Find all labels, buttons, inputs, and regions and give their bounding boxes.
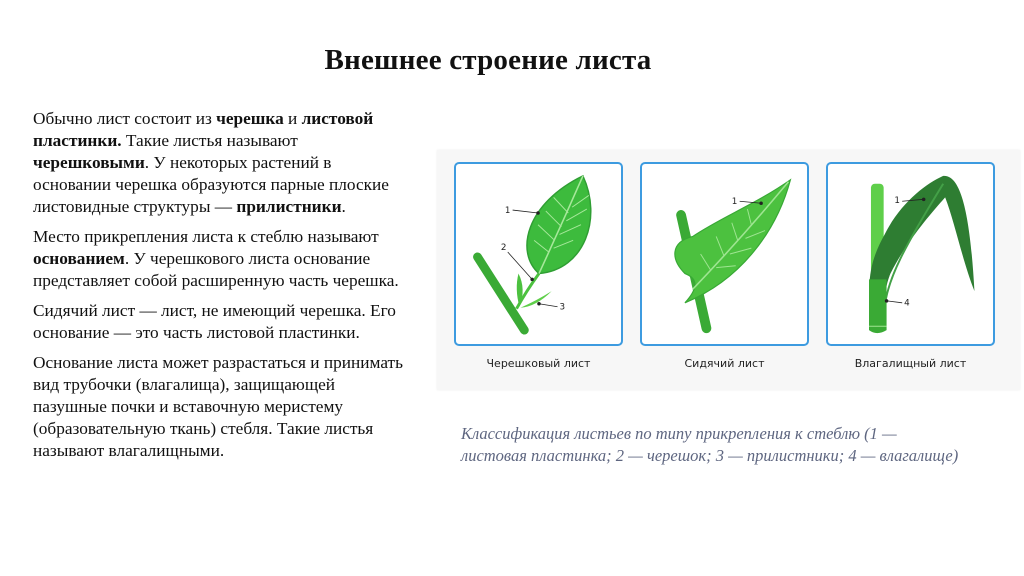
marker-1: 1 — [731, 197, 738, 208]
petiolate-leaf-illustration — [456, 164, 621, 344]
leaf-types-figure — [437, 150, 1020, 390]
panel-sheathing-leaf — [826, 162, 995, 346]
marker-4: 4 — [904, 298, 910, 309]
body-text — [33, 108, 405, 470]
term-base: основанием — [33, 249, 125, 268]
term-petiole: черешка — [216, 109, 284, 128]
sheathing-leaf-illustration — [828, 164, 993, 344]
label-petiolate: Черешковый лист — [486, 357, 591, 370]
marker-2: 2 — [500, 243, 507, 254]
label-sheathing: Влагалищный лист — [854, 357, 967, 370]
term-stipules: прилистники — [236, 197, 342, 216]
term-petiolate: черешковыми — [33, 153, 145, 172]
paragraph-sheathing: Основание листа может разрастаться и принимать вид трубочки (влагалища), защищающей пазушные почки и вставочную меристему (образовательную ткань) стебля. Такие листья называют влагалищными. — [33, 353, 403, 460]
paragraph-sessile: Сидячий лист — лист, не имеющий черешка. Его основание — это часть листовой пластинки. — [33, 301, 396, 342]
paragraph-petiolate: Обычно лист состоит из черешка и листовой пластинки. Такие листья называют черешковыми. У некоторых растений в основании черешка образуются парные плоские листовидные структуры — прилистники. — [33, 109, 389, 216]
label-sessile: Сидячий лист — [684, 357, 765, 370]
paragraph-base: Место прикрепления листа к стеблю называют основанием. У черешкового листа основание представляет собой расширенную часть черешка. — [33, 227, 399, 290]
term-leaf-blade: листовой пластинки. — [33, 109, 374, 150]
figure-caption: Классификация листьев по типу прикрепления к стеблю (1 — листовая пластинка; 2 — черешок; 3 — прилистники; 4 — влагалище) — [461, 424, 959, 465]
marker-1: 1 — [894, 196, 900, 207]
sessile-leaf-illustration — [642, 164, 807, 344]
page-title: Внешнее строение листа — [324, 44, 652, 76]
panel-petiolate-leaf — [454, 162, 623, 346]
panel-sessile-leaf — [640, 162, 809, 346]
marker-3: 3 — [559, 302, 566, 313]
marker-1: 1 — [504, 205, 511, 216]
